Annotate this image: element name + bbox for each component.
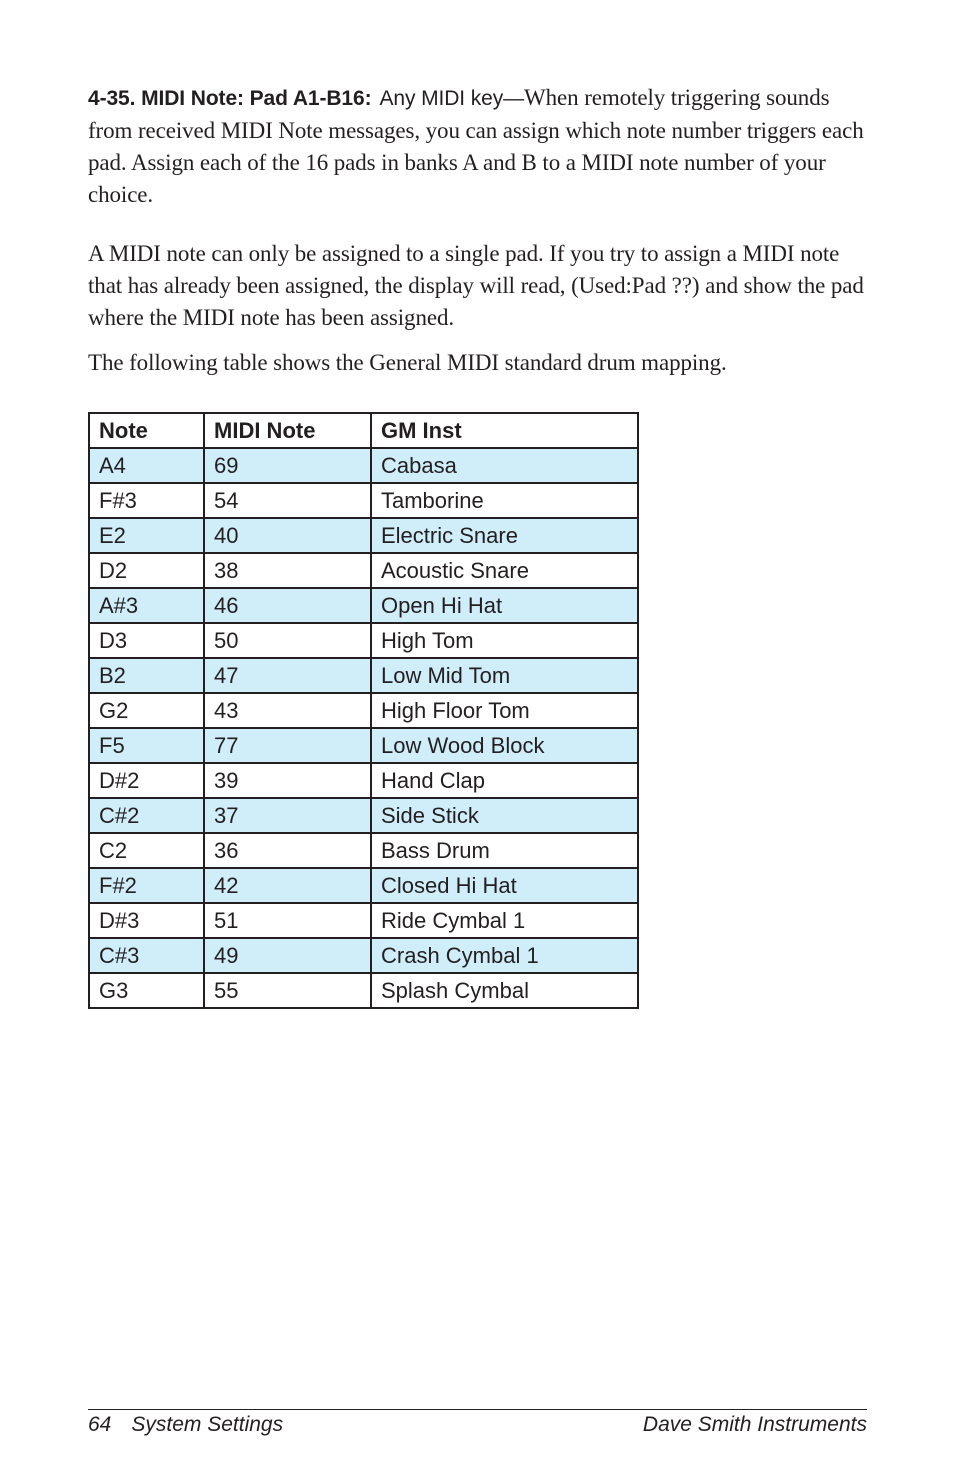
- column-header-midi-note: MIDI Note: [204, 413, 371, 448]
- gm-inst-cell: Splash Cymbal: [371, 973, 638, 1008]
- table-row: [89, 868, 638, 903]
- midi-note-cell: 42: [204, 868, 371, 903]
- table-row: [89, 553, 638, 588]
- midi-note-cell: 43: [204, 693, 371, 728]
- gm-inst-cell: Side Stick: [371, 798, 638, 833]
- table-row: [89, 938, 638, 973]
- table-row: [89, 833, 638, 868]
- footer-left: [88, 1412, 283, 1438]
- note-cell: D#3: [89, 903, 204, 938]
- table-row: [89, 728, 638, 763]
- parameter-range: Any MIDI key—: [379, 87, 525, 110]
- note-cell: C2: [89, 833, 204, 868]
- note-cell: C#3: [89, 938, 204, 973]
- midi-note-cell: 49: [204, 938, 371, 973]
- table-row: [89, 658, 638, 693]
- midi-note-cell: 54: [204, 483, 371, 518]
- table-row: [89, 693, 638, 728]
- table-row: [89, 448, 638, 483]
- table-row: [89, 763, 638, 798]
- table-row: [89, 798, 638, 833]
- midi-note-cell: 39: [204, 763, 371, 798]
- note-cell: D#2: [89, 763, 204, 798]
- midi-note-cell: 55: [204, 973, 371, 1008]
- gm-drum-mapping-table: [88, 412, 639, 1009]
- note-cell: C#2: [89, 798, 204, 833]
- note-cell: G2: [89, 693, 204, 728]
- note-cell: F#3: [89, 483, 204, 518]
- gm-inst-cell: Acoustic Snare: [371, 553, 638, 588]
- gm-inst-cell: Electric Snare: [371, 518, 638, 553]
- table-row: [89, 973, 638, 1008]
- parameter-heading: 4-35. MIDI Note: Pad A1-B16:: [88, 87, 372, 110]
- note-cell: D2: [89, 553, 204, 588]
- midi-note-cell: 47: [204, 658, 371, 693]
- gm-inst-cell: Low Mid Tom: [371, 658, 638, 693]
- note-cell: D3: [89, 623, 204, 658]
- table-row: [89, 483, 638, 518]
- parameter-description: [88, 82, 868, 211]
- gm-inst-cell: Cabasa: [371, 448, 638, 483]
- gm-inst-cell: Low Wood Block: [371, 728, 638, 763]
- column-header-note: Note: [89, 413, 204, 448]
- midi-note-cell: 51: [204, 903, 371, 938]
- note-cell: F#2: [89, 868, 204, 903]
- table-row: [89, 903, 638, 938]
- note-cell: B2: [89, 658, 204, 693]
- gm-inst-cell: Open Hi Hat: [371, 588, 638, 623]
- note-cell: G3: [89, 973, 204, 1008]
- midi-note-cell: 46: [204, 588, 371, 623]
- parameter-description-text: When remotely triggering sounds from received MIDI Note messages, you can assign which note number triggers each pad. Assign each of the 16 pads in banks A and B to a MIDI note number of your choice.: [88, 85, 864, 207]
- gm-inst-cell: Tamborine: [371, 483, 638, 518]
- footer-publisher: Dave Smith Instruments: [642, 1413, 867, 1436]
- gm-inst-cell: Closed Hi Hat: [371, 868, 638, 903]
- note-cell: A#3: [89, 588, 204, 623]
- gm-inst-cell: Crash Cymbal 1: [371, 938, 638, 973]
- gm-inst-cell: Bass Drum: [371, 833, 638, 868]
- page-number: 64: [88, 1413, 112, 1436]
- note-cell: A4: [89, 448, 204, 483]
- midi-note-cell: 40: [204, 518, 371, 553]
- midi-note-cell: 69: [204, 448, 371, 483]
- note-cell: E2: [89, 518, 204, 553]
- midi-note-cell: 38: [204, 553, 371, 588]
- footer-section-name: System Settings: [131, 1413, 284, 1436]
- gm-inst-cell: High Tom: [371, 623, 638, 658]
- table-header-row: [89, 413, 638, 448]
- footer-divider: [88, 1409, 867, 1410]
- assignment-note-paragraph: A MIDI note can only be assigned to a single pad. If you try to assign a MIDI note that has already been assigned, the display will read, (Used:Pad ??) and show the pad where the MIDI note has been assigned.: [88, 241, 864, 330]
- table-row: [89, 518, 638, 553]
- gm-inst-cell: High Floor Tom: [371, 693, 638, 728]
- gm-inst-cell: Ride Cymbal 1: [371, 903, 638, 938]
- table-intro-paragraph: The following table shows the General MIDI standard drum mapping.: [88, 350, 727, 375]
- table-row: [89, 623, 638, 658]
- table-row: [89, 588, 638, 623]
- midi-note-cell: 37: [204, 798, 371, 833]
- gm-inst-cell: Hand Clap: [371, 763, 638, 798]
- note-cell: F5: [89, 728, 204, 763]
- midi-note-cell: 50: [204, 623, 371, 658]
- midi-note-cell: 36: [204, 833, 371, 868]
- midi-note-cell: 77: [204, 728, 371, 763]
- column-header-gm-inst: GM Inst: [371, 413, 638, 448]
